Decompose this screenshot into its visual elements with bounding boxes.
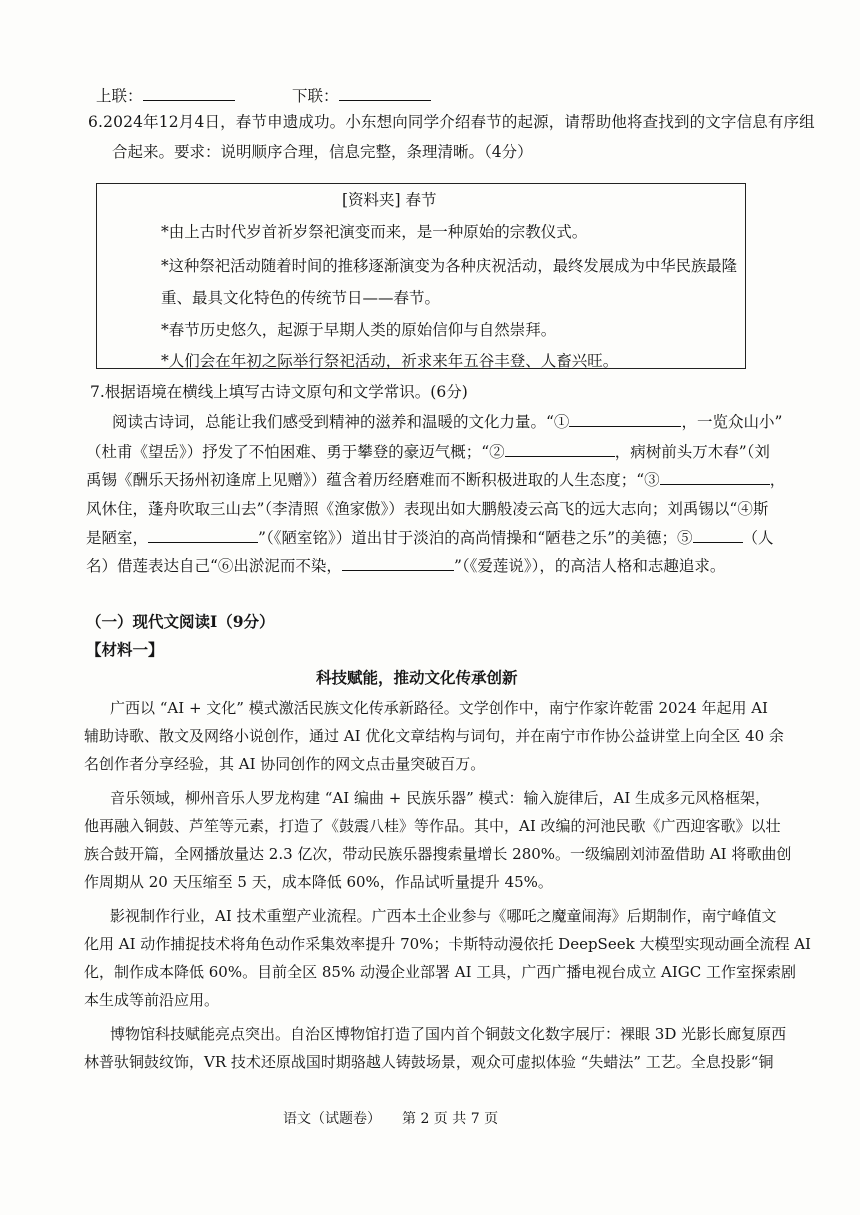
q7-line-4: 风休住，蓬舟吹取三山去”（李清照《渔家傲》）表现出如大鹏般凌云高飞的远大志向；刘禹锡以“④斯 <box>86 500 769 518</box>
upper-couplet-label: 上联： <box>96 87 143 105</box>
blank-4[interactable] <box>148 528 258 543</box>
section-title: （一）现代文阅读Ⅰ（9分） <box>86 612 275 631</box>
folder-item: *由上古时代岁首祈岁祭祀演变而来，是一种原始的宗教仪式。 <box>161 223 588 241</box>
article-line: 作周期从 20 天压缩至 5 天，成本降低 60%，作品试听量提升 45%。 <box>84 873 553 891</box>
article-line: 本生成等前沿应用。 <box>84 991 220 1009</box>
footer-page-number: 第 2 页 共 7 页 <box>402 1111 499 1127</box>
article-line: 博物馆科技赋能亮点突出。自治区博物馆打造了国内首个铜鼓文化数字展厅：裸眼 3D 光影长廊复原西 <box>110 1025 787 1043</box>
article-line: 林普驮铜鼓纹饰，VR 技术还原战国时期骆越人铸鼓场景，观众可虚拟体验 “失蜡法” 工艺。全息投影“铜 <box>84 1053 774 1071</box>
upper-couplet-row <box>96 86 235 106</box>
q6-line-2: 合起来。要求：说明顺序合理，信息完整，条理清晰。（4分） <box>112 143 533 161</box>
article-line: 影视制作行业，AI 技术重塑产业流程。广西本土企业参与《哪吒之魔童闹海》后期制作，南宁峰值文 <box>110 907 777 925</box>
article-line: 音乐领域，柳州音乐人罗龙构建 “AI 编曲 + 民族乐器” 模式：输入旋律后，AI 生成多元风格框架， <box>110 789 771 807</box>
blank-3[interactable] <box>660 470 770 485</box>
material-label: 【材料一】 <box>86 640 164 659</box>
info-folder-box <box>96 183 746 369</box>
q7-title: 7.根据语境在横线上填写古诗文原句和文学常识。(6分) <box>90 383 468 401</box>
folder-item: *人们会在年初之际举行祭祀活动，祈求来年五谷丰登、人畜兴旺。 <box>161 352 619 370</box>
lower-couplet-label: 下联： <box>292 87 339 105</box>
folder-title: [资料夹] 春节 <box>342 191 437 209</box>
article-line: 化用 AI 动作捕捉技术将角色动作采集效率提升 70%；卡斯特动漫依托 DeepSeek 大模型实现动画全流程 AI <box>84 935 811 953</box>
folder-item: 重、最具文化特色的传统节日——春节。 <box>161 289 441 307</box>
blank-1[interactable] <box>569 412 681 427</box>
q7-line-6: 名）借莲表达自己“⑥出淤泥而不染， ”（《爱莲说》），的高洁人格和志趣追求。 <box>86 557 726 575</box>
article-line: 化，制作成本降低 60%。目前全区 85% 动漫企业部署 AI 工具，广西广播电视台成立 AIGC 工作室探索剧 <box>84 963 797 981</box>
q7-line-5: 是陋室， ”（《陋室铭》）道出甘于淡泊的高尚情操和“陋巷之乐”的美德；⑤ （人 <box>86 529 774 547</box>
article-line: 广西以 “AI + 文化” 模式激活民族文化传承新路径。文学创作中，南宁作家许乾雷 2024 年起用 AI <box>110 699 768 717</box>
footer-subject: 语文（试题卷） <box>283 1111 381 1127</box>
upper-couplet-blank[interactable] <box>143 86 235 101</box>
q7-line-2: （杜甫《望岳》）抒发了不怕困难、勇于攀登的豪迈气概；“② ，病树前头万木春”（刘 <box>86 443 770 461</box>
article-title: 科技赋能，推动文化传承创新 <box>316 668 518 687</box>
article-line: 族合鼓开篇，全网播放量达 2.3 亿次，带动民族乐器搜索量增长 280%。一级编剧刘沛盈借助 AI 将歌曲创 <box>84 845 792 863</box>
blank-2[interactable] <box>505 442 615 457</box>
folder-item: *春节历史悠久，起源于早期人类的原始信仰与自然崇拜。 <box>161 321 557 339</box>
q7-line-3: 禹锡《酬乐天扬州初逢席上见赠》）蕴含着历经磨难而不断积极进取的人生态度；“③ ， <box>86 471 786 489</box>
blank-5[interactable] <box>693 528 743 543</box>
q6-line-1: 6.2024年12月4日，春节申遗成功。小东想向同学介绍春节的起源，请帮助他将查找到的文字信息有序组 <box>88 113 815 131</box>
lower-couplet-row <box>292 86 431 106</box>
blank-6[interactable] <box>342 556 454 571</box>
lower-couplet-blank[interactable] <box>339 86 431 101</box>
folder-item: *这种祭祀活动随着时间的推移逐渐演变为各种庆祝活动，最终发展成为中华民族最隆 <box>161 257 738 275</box>
article-line: 名创作者分享经验，其 AI 协同创作的网文点击量突破百万。 <box>84 755 486 773</box>
q7-line-1: 阅读古诗词，总能让我们感受到精神的滋养和温暖的文化力量。“① ，一览众山小” <box>112 413 783 431</box>
article-line: 辅助诗歌、散文及网络小说创作，通过 AI 优化文章结构与词句，并在南宁市作协公益讲堂上向全区 40 余 <box>84 727 784 745</box>
article-line: 他再融入铜鼓、芦笙等元素，打造了《鼓震八桂》等作品。其中，AI 改编的河池民歌《广西迎客歌》以壮 <box>84 817 781 835</box>
